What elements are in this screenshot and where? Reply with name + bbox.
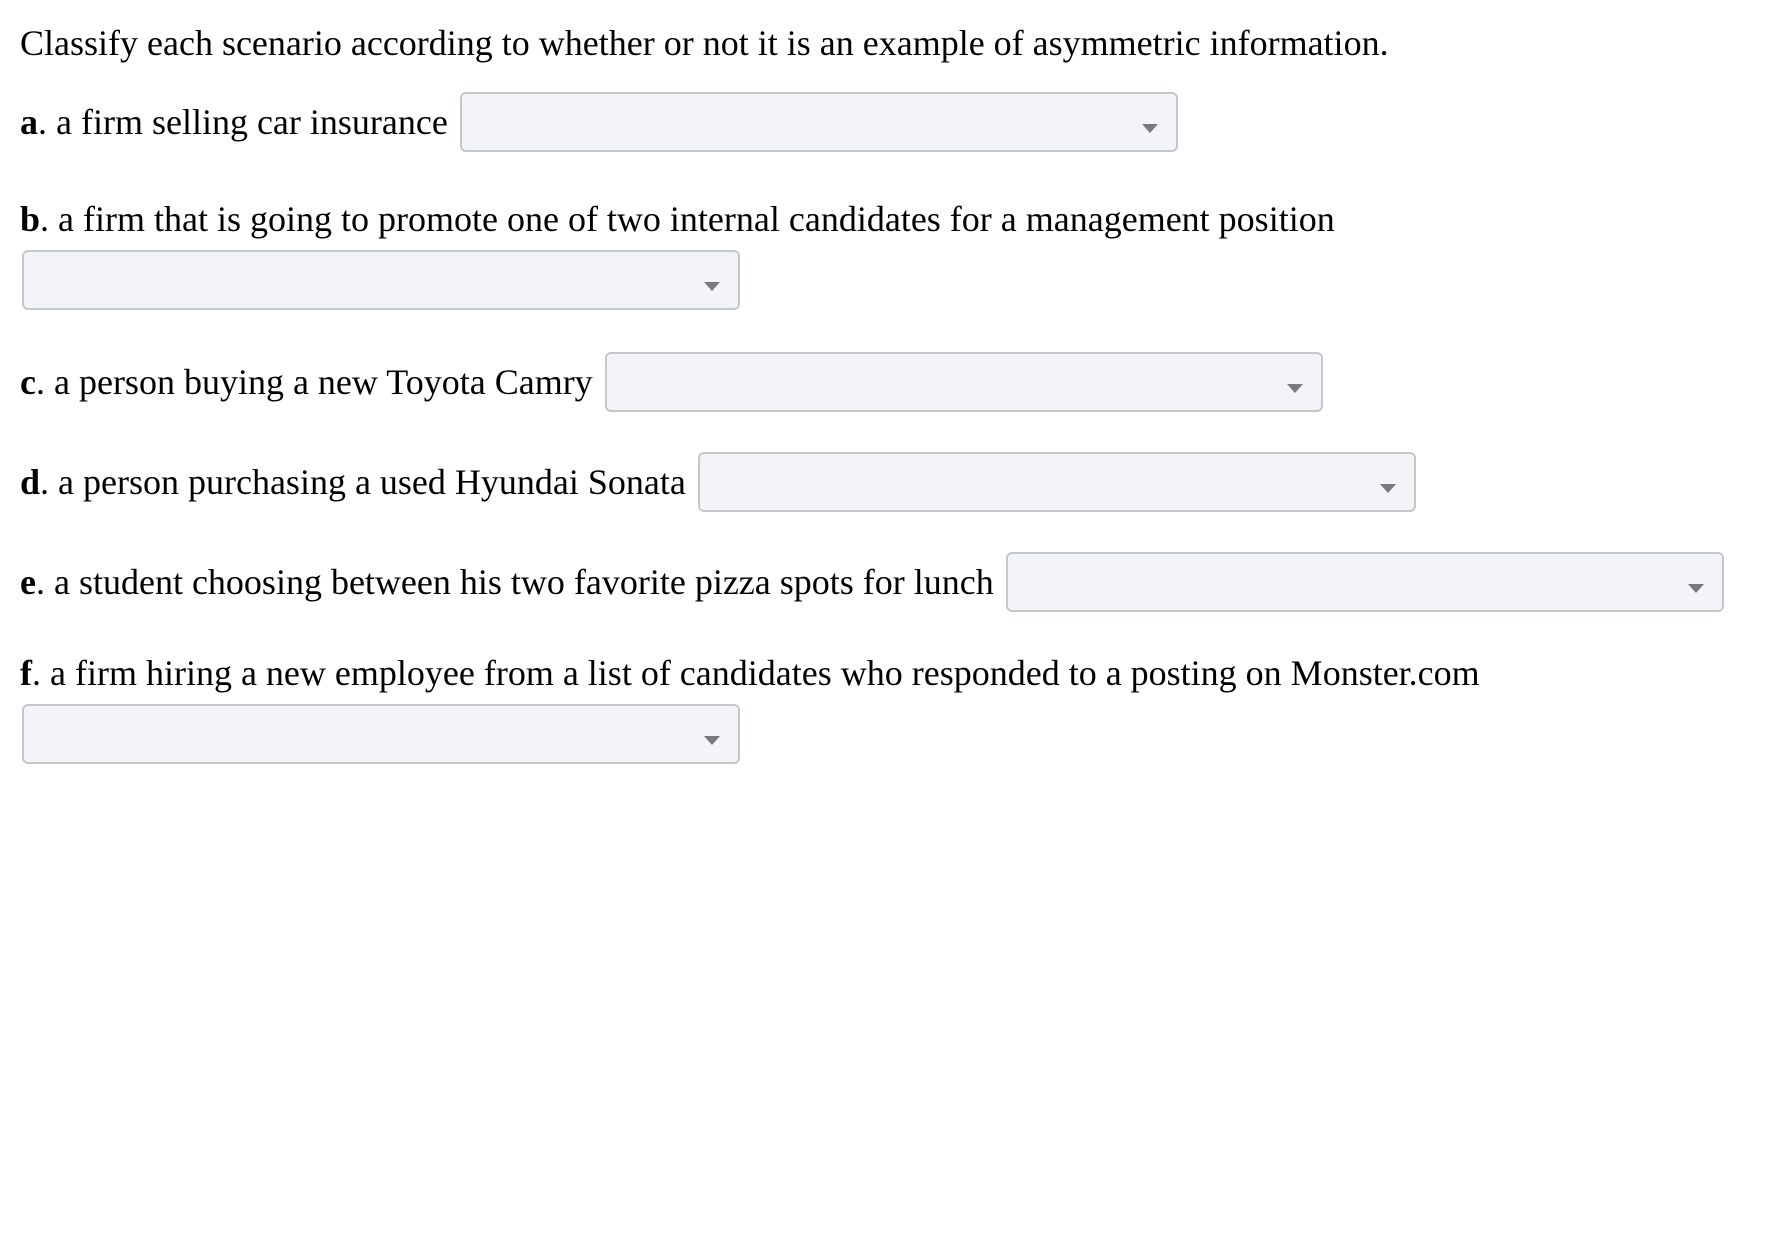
question-c-label: c. a person buying a new Toyota Camry — [20, 362, 593, 402]
question-e — [20, 552, 1764, 612]
question-e-text: a student choosing between his two favorite pizza spots for lunch — [53, 562, 994, 602]
question-b-text: a firm that is going to promote one of two internal candidates for a management position — [58, 199, 1335, 239]
question-a — [20, 92, 1764, 152]
caret-down-icon — [704, 736, 720, 745]
instruction-text: Classify each scenario according to whether or not it is an example of asymmetric information. — [20, 23, 1389, 63]
question-d — [20, 452, 1764, 512]
caret-down-icon — [1380, 484, 1396, 493]
question-b-dropdown[interactable] — [22, 250, 740, 310]
question-a-dropdown[interactable] — [460, 92, 1178, 152]
question-f-label: f. a firm hiring a new employee from a list of candidates who responded to a posting on Monster.com — [20, 653, 1480, 693]
question-c-letter: c — [20, 362, 36, 402]
question-c — [20, 352, 1764, 412]
question-f-letter: f — [20, 653, 32, 693]
question-c-dropdown[interactable] — [605, 352, 1323, 412]
question-f — [20, 652, 1764, 764]
question-e-label: e. a student choosing between his two favorite pizza spots for lunch — [20, 562, 994, 602]
question-f-text: a firm hiring a new employee from a list of candidates who responded to a posting on Monster.com — [50, 653, 1480, 693]
caret-down-icon — [1688, 584, 1704, 593]
question-d-label: d. a person purchasing a used Hyundai Sonata — [20, 462, 686, 502]
question-e-letter: e — [20, 562, 36, 602]
question-b-label: b. a firm that is going to promote one of two internal candidates for a management position — [20, 199, 1335, 239]
caret-down-icon — [704, 282, 720, 291]
question-e-dropdown[interactable] — [1006, 552, 1724, 612]
question-d-letter: d — [20, 462, 41, 502]
caret-down-icon — [1142, 124, 1158, 133]
question-d-text: a person purchasing a used Hyundai Sonata — [58, 462, 686, 502]
question-b — [20, 198, 1764, 310]
question-a-label: a. a firm selling car insurance — [20, 102, 448, 142]
question-c-text: a person buying a new Toyota Camry — [53, 362, 593, 402]
question-b-letter: b — [20, 199, 41, 239]
question-f-dropdown[interactable] — [22, 704, 740, 764]
question-a-text: a firm selling car insurance — [56, 102, 448, 142]
question-a-letter: a — [20, 102, 38, 142]
question-d-dropdown[interactable] — [698, 452, 1416, 512]
caret-down-icon — [1287, 384, 1303, 393]
